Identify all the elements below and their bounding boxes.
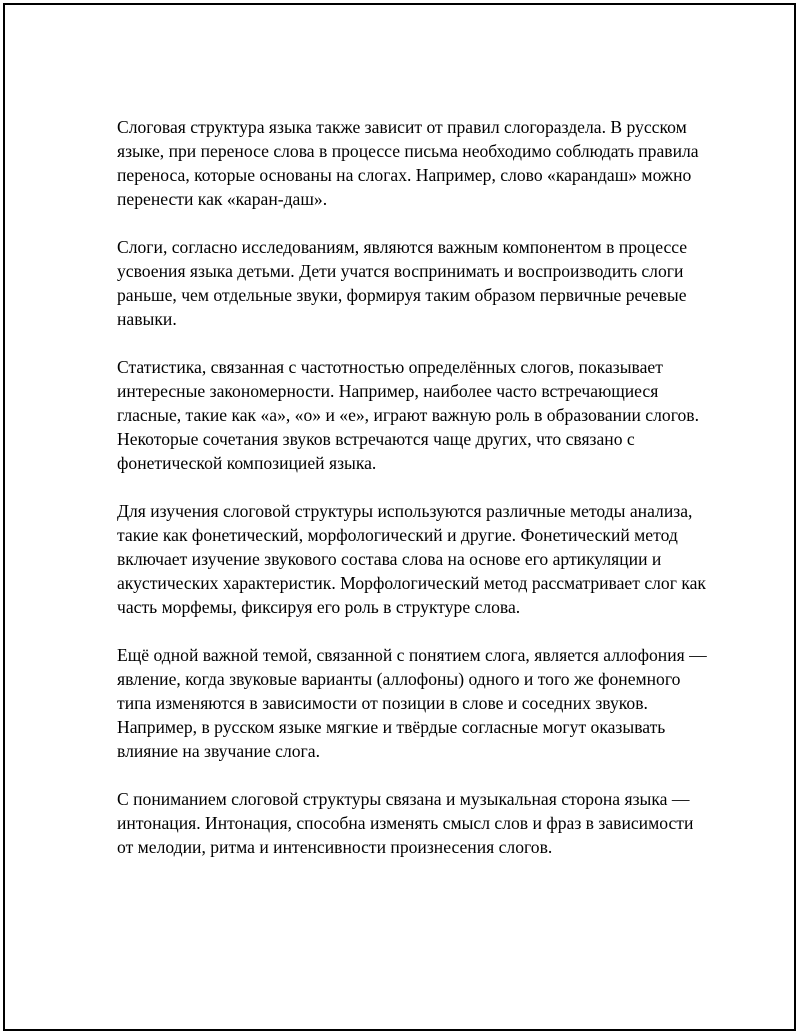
paragraph-syllable-division: Слоговая структура языка также зависит от правил слогораздела. В русском языке, при переносе слова в процессе письма необходимо соблюдать правила переноса, которые основаны на слогах. Например, слово «карандаш» можно перенести как «каран-даш». [117, 117, 699, 209]
paragraph-analysis-methods: Для изучения слоговой структуры используются различные методы анализа, такие как фонетический, морфологический и другие. Фонетический метод включает изучение звукового состава слова на основе его артикуляции и акустических характеристик. Морфологический метод рассматривает слог как часть морфемы, фиксируя его роль в структуре слова. [117, 501, 706, 617]
paragraph-intonation: С пониманием слоговой структуры связана и музыкальная сторона языка — интонация. Интонация, способна изменять смысл слов и фраз в зависимости от мелодии, ритма и интенсивности произнесения слогов. [117, 789, 694, 857]
paragraph-allophony: Ещё одной важной темой, связанной с понятием слога, является аллофония — явление, когда звуковые варианты (аллофоны) одного и того же фонемного типа изменяются в зависимости от позиции в слове и соседних звуков. Например, в русском языке мягкие и твёрдые согласные могут оказывать влияние на звучание слога. [117, 645, 707, 761]
paragraph-syllable-statistics: Статистика, связанная с частотностью определённых слогов, показывает интересные закономерности. Например, наиболее часто встречающиеся гласные, такие как «а», «о» и «е», играют важную роль в образовании слогов. Некоторые сочетания звуков встречаются чаще других, что связано с фонетической композицией языка. [117, 357, 699, 473]
document-body [117, 115, 707, 883]
paragraph-language-acquisition: Слоги, согласно исследованиям, являются важным компонентом в процессе усвоения языка детьми. Дети учатся воспринимать и воспроизводить слоги раньше, чем отдельные звуки, формируя таким образом первичные речевые навыки. [117, 237, 688, 329]
